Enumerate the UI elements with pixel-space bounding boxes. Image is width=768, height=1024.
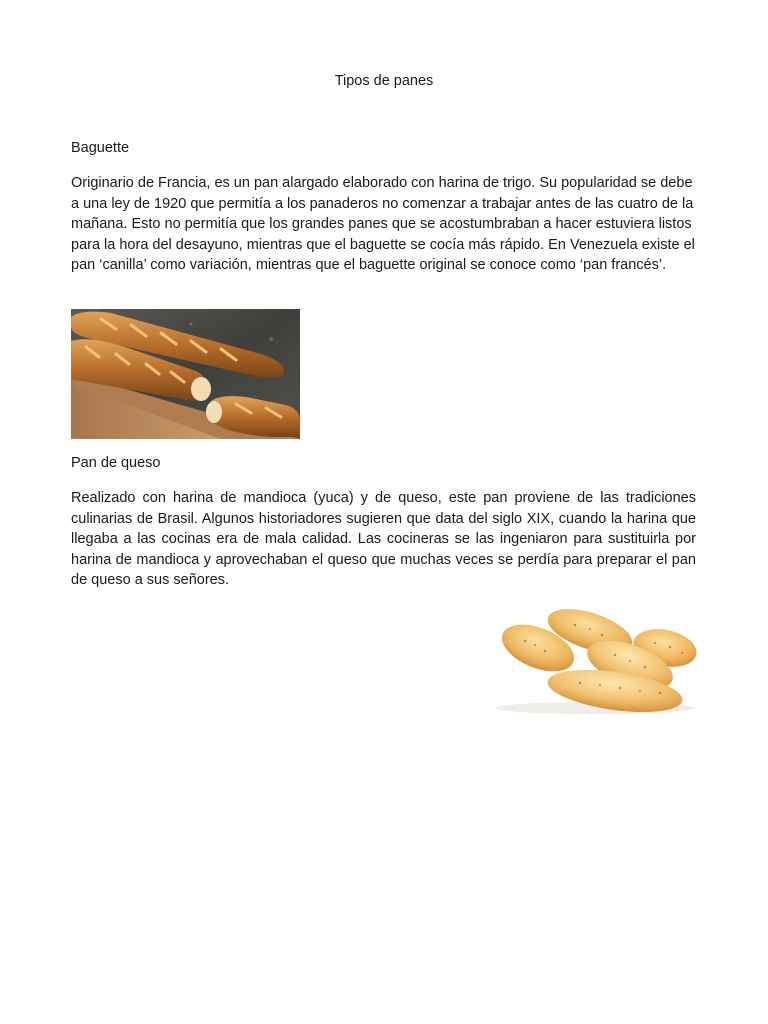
section-body-baguette: Originario de Francia, es un pan alargado elaborado con harina de trigo. Su popularidad se debe a una ley de 1920 que permitía a los panaderos no comenzar a trabajar antes de las cuatro de la mañana. Esto no permitía que los grandes panes que se acostumbraban a hacer estuviera listos para la hora del desayuno, mientras que el baguette se cocía más rápido. En Venezuela existe el pan ‘canilla’ como variación, mientras que el baguette original se conoce como ‘pan francés’.: [71, 175, 695, 274]
baguette-photo: [71, 309, 300, 439]
section-heading-baguette: Baguette: [71, 140, 130, 156]
document-title: Tipos de panes: [334, 73, 434, 89]
section-heading-pan-de-queso: Pan de queso: [71, 455, 161, 471]
pan-de-queso-photo: [490, 603, 697, 714]
section-body-pan-de-queso: Realizado con harina de mandioca (yuca) y de queso, este pan proviene de las tradiciones culinarias de Brasil. Algunos historiadores sugieren que data del siglo XIX, cuando la harina que llegaba a las cocinas era de mala calidad. Las cocineras se las ingeniaron para sustituirla por harina de mandioca y aprovechaban el queso que muchas veces se perdía para preparar el pan de queso a sus señores.: [71, 490, 696, 589]
